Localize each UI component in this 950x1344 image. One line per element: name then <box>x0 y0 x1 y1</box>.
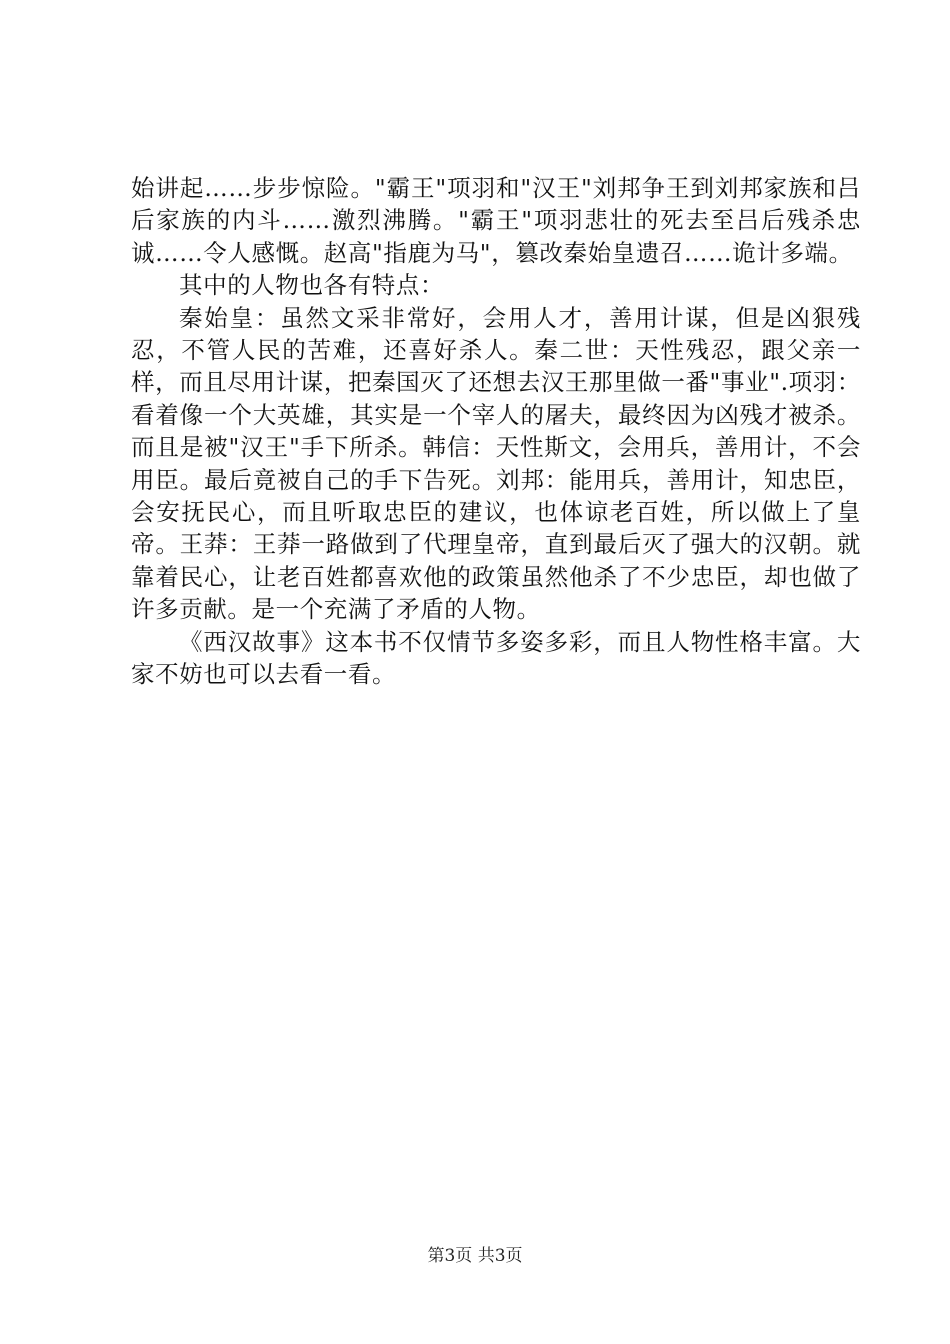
page-footer: 第3页 共3页 <box>427 1246 523 1266</box>
paragraph-3: 秦始皇：虽然文采非常好，会用人才，善用计谋，但是凶狠残忍，不管人民的苦难，还喜好杀人。秦二世：天性残忍，跟父亲一样，而且尽用计谋，把秦国灭了还想去汉王那里做一番"事业".项羽：看着像一个大英雄，其实是一个宰人的屠夫，最终因为凶残才被杀。而且是被"汉王"手下所杀。韩信：天性斯文，会用兵，善用计，不会用臣。最后竟被自己的手下告死。刘邦：能用兵，善用计，知忠臣，会安抚民心，而且听取忠臣的建议，也体谅老百姓，所以做上了皇帝。王莽：王莽一路做到了代理皇帝，直到最后灭了强大的汉朝。就靠着民心，让老百姓都喜欢他的政策虽然他杀了不少忠臣，却也做了许多贡献。是一个充满了矛盾的人物。 <box>131 303 861 624</box>
paragraph-4: 《西汉故事》这本书不仅情节多姿多彩，而且人物性格丰富。大家不妨也可以去看一看。 <box>131 627 861 689</box>
paragraph-1: 始讲起……步步惊险。"霸王"项羽和"汉王"刘邦争王到刘邦家族和吕后家族的内斗……激烈沸腾。"霸王"项羽悲壮的死去至吕后残杀忠诚……令人感慨。赵高"指鹿为马"，篡改秦始皇遗召……诡计多端。 <box>131 174 861 267</box>
document-body <box>131 172 861 691</box>
paragraph-2: 其中的人物也各有特点： <box>179 271 445 300</box>
